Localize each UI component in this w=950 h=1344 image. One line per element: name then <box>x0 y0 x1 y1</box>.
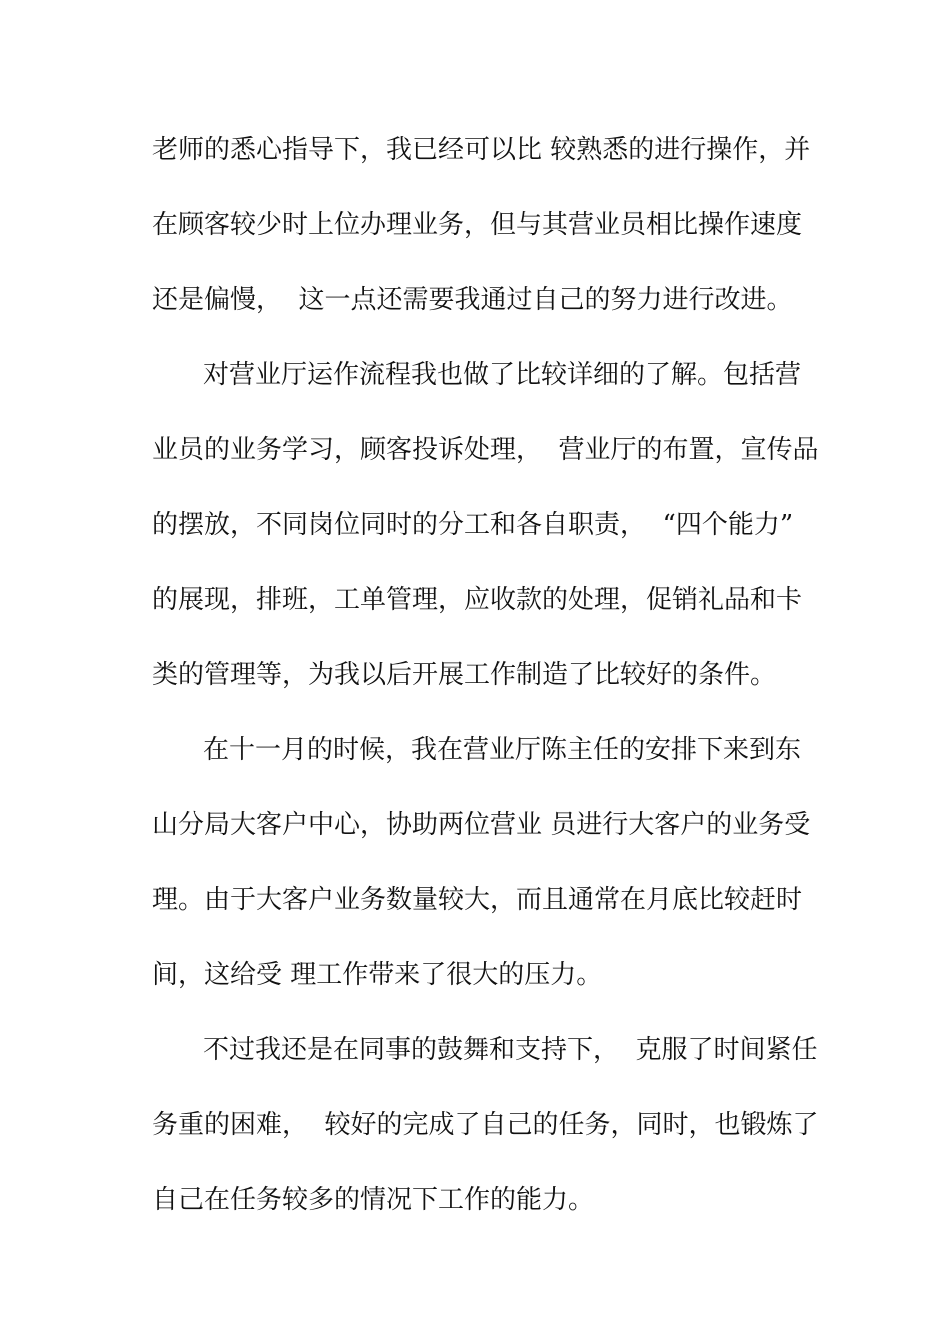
text-line: 务重的困难， 较好的完成了自己的任务，同时，也锻炼了 <box>152 1110 819 1140</box>
text-line: 在十一月的时候，我在营业厅陈主任的安排下来到东 <box>203 735 802 765</box>
text-line: 自己在任务较多的情况下工作的能力。 <box>152 1185 595 1215</box>
text-line: 还是偏慢， 这一点还需要我通过自己的努力进行改进。 <box>152 285 793 315</box>
text-line: 间，这给受 理工作带来了很大的压力。 <box>152 960 603 990</box>
text-line: 的展现，排班，工单管理，应收款的处理，促销礼品和卡 <box>152 585 803 615</box>
text-line: 对营业厅运作流程我也做了比较详细的了解。包括营 <box>203 360 802 390</box>
text-line: 山分局大客户中心，协助两位营业 员进行大客户的业务受 <box>152 810 811 840</box>
text-line: 老师的悉心指导下，我已经可以比 较熟悉的进行操作，并 <box>152 135 811 165</box>
text-line: 的摆放，不同岗位同时的分工和各自职责， “四个能力” <box>152 510 794 540</box>
text-line: 类的管理等，为我以后开展工作制造了比较好的条件。 <box>152 660 777 690</box>
text-line: 理。由于大客户业务数量较大，而且通常在月底比较赶时 <box>152 885 803 915</box>
text-line: 业员的业务学习，顾客投诉处理， 营业厅的布置，宣传品 <box>152 435 819 465</box>
text-line: 在顾客较少时上位办理业务，但与其营业员相比操作速度 <box>152 210 803 240</box>
text-line: 不过我还是在同事的鼓舞和支持下， 克服了时间紧任 <box>203 1035 818 1065</box>
